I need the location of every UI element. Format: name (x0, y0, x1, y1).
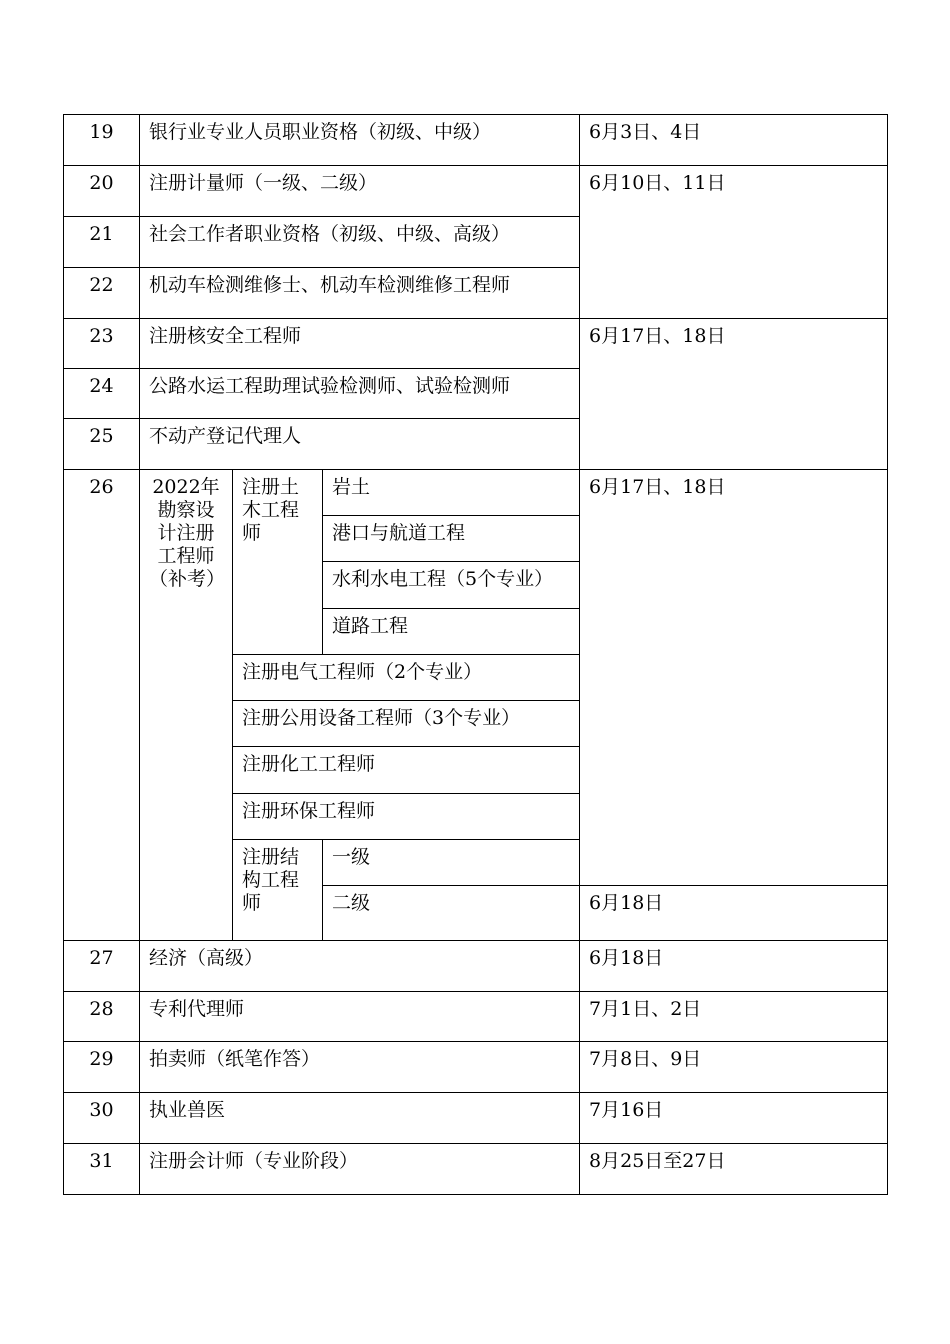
exam-group-name: 2022年勘察设计注册工程师（补考） (140, 470, 233, 941)
table-row (64, 1042, 888, 1093)
exam-name: 银行业专业人员职业资格（初级、中级） (140, 115, 580, 166)
exam-name: 经济（高级） (140, 941, 580, 992)
exam-name: 注册计量师（一级、二级） (140, 166, 580, 217)
structural-level: 二级 (323, 886, 580, 941)
row-number: 22 (64, 268, 140, 319)
table-row (64, 1144, 888, 1195)
exam-name: 不动产登记代理人 (140, 419, 580, 470)
exam-name: 拍卖师（纸笔作答） (140, 1042, 580, 1093)
civil-subject: 道路工程 (323, 609, 580, 655)
exam-name: 注册核安全工程师 (140, 319, 580, 369)
exam-date: 6月18日 (580, 941, 888, 992)
table-row (64, 992, 888, 1042)
utility-engineer: 注册公用设备工程师（3个专业） (233, 701, 580, 747)
environmental-engineer: 注册环保工程师 (233, 794, 580, 840)
chemical-engineer: 注册化工工程师 (233, 747, 580, 794)
exam-date: 8月25日至27日 (580, 1144, 888, 1195)
civil-engineer-label: 注册土木工程师 (233, 470, 323, 655)
exam-date: 7月1日、2日 (580, 992, 888, 1042)
structural-engineer-label: 注册结构工程师 (233, 840, 323, 941)
exam-name: 机动车检测维修士、机动车检测维修工程师 (140, 268, 580, 319)
electrical-engineer: 注册电气工程师（2个专业） (233, 655, 580, 701)
table-row (64, 115, 888, 166)
row-number: 30 (64, 1093, 140, 1144)
row-number: 26 (64, 470, 140, 941)
exam-schedule-table (63, 114, 888, 1195)
exam-name: 公路水运工程助理试验检测师、试验检测师 (140, 369, 580, 419)
exam-date: 6月17日、18日 (580, 319, 888, 470)
row-number: 20 (64, 166, 140, 217)
row-number: 24 (64, 369, 140, 419)
table-row (64, 1093, 888, 1144)
civil-subject: 港口与航道工程 (323, 516, 580, 562)
row-number: 28 (64, 992, 140, 1042)
civil-subject: 水利水电工程（5个专业） (323, 562, 580, 609)
exam-date: 7月8日、9日 (580, 1042, 888, 1093)
row-number: 31 (64, 1144, 140, 1195)
row-number: 29 (64, 1042, 140, 1093)
exam-name: 专利代理师 (140, 992, 580, 1042)
exam-date: 6月10日、11日 (580, 166, 888, 319)
row-number: 25 (64, 419, 140, 470)
row-number: 19 (64, 115, 140, 166)
table-row (64, 470, 888, 516)
structural-level: 一级 (323, 840, 580, 886)
civil-subject: 岩土 (323, 470, 580, 516)
exam-name: 社会工作者职业资格（初级、中级、高级） (140, 217, 580, 268)
row-number: 23 (64, 319, 140, 369)
table-row (64, 166, 888, 217)
table-row (64, 319, 888, 369)
exam-date: 6月3日、4日 (580, 115, 888, 166)
table-row (64, 941, 888, 992)
row-number: 27 (64, 941, 140, 992)
row-number: 21 (64, 217, 140, 268)
exam-name: 执业兽医 (140, 1093, 580, 1144)
exam-name: 注册会计师（专业阶段） (140, 1144, 580, 1195)
exam-date: 6月17日、18日 (580, 470, 888, 886)
exam-date: 7月16日 (580, 1093, 888, 1144)
exam-date: 6月18日 (580, 886, 888, 941)
